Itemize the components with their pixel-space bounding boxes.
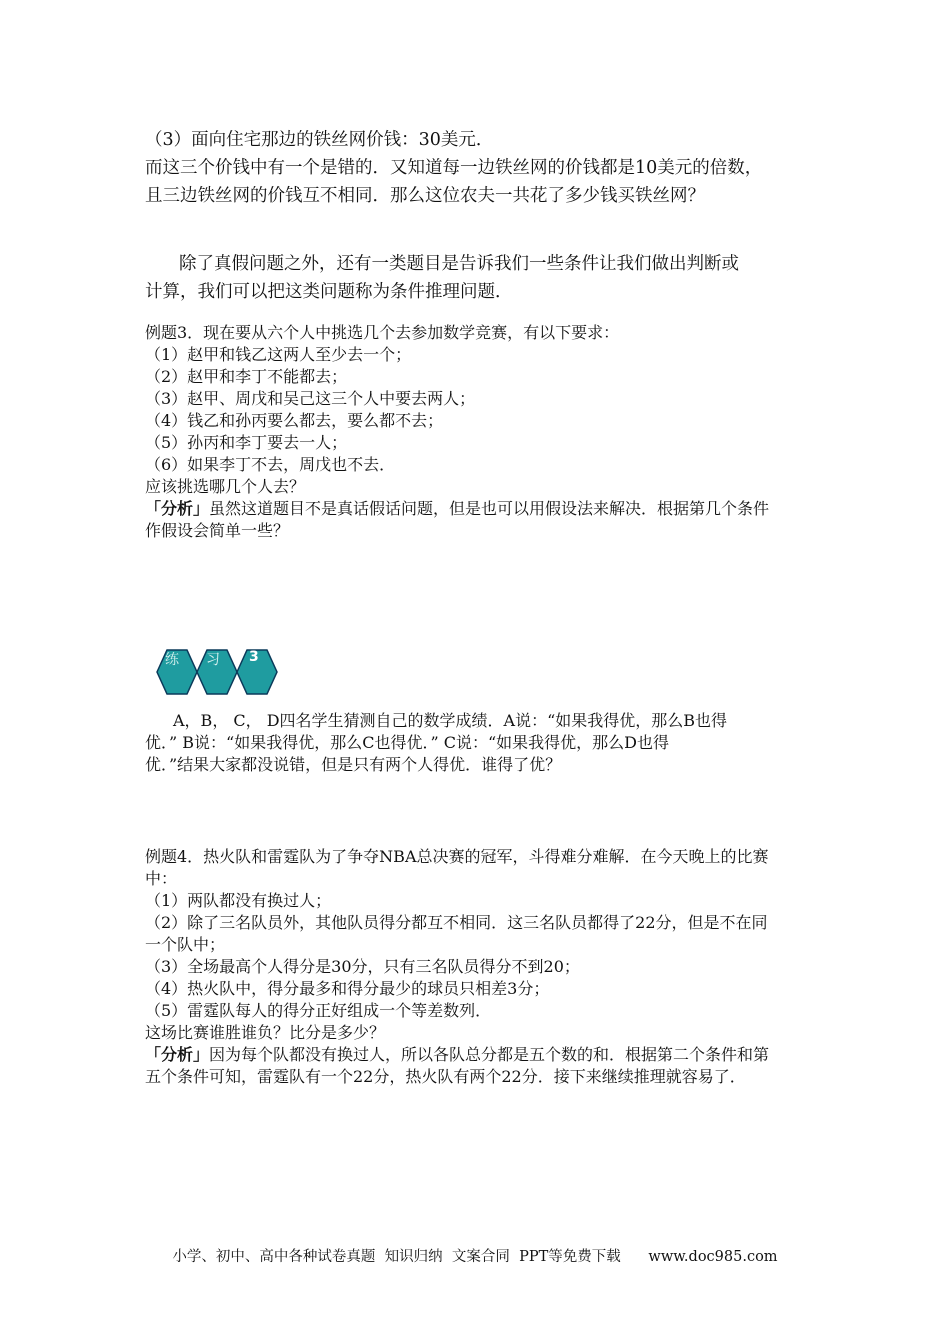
badge-char: 习 [206,652,220,668]
problem-line: 且三边铁丝网的价钱互不相同．那么这位农夫一共花了多少钱买铁丝网？ [145,186,705,206]
example-4-line: 中： [145,869,178,888]
example-3 [145,322,825,542]
practice-3 [145,710,825,776]
example-4 [145,846,825,1088]
intro-line: 除了真假问题之外，还有一类题目是告诉我们一些条件让我们做出判断或 [179,254,739,274]
example-4-analysis-cont: 五个条件可知，雷霆队有一个22分，热火队有两个22分．接下来继续推理就容易了． [145,1067,746,1086]
example-3-analysis-cont: 作假设会简单一些？ [145,521,290,540]
analysis-label: 「分析」 [145,1045,210,1064]
example-3-line: （1）赵甲和钱乙这两人至少去一个； [145,345,412,364]
example-4-analysis [145,1044,825,1066]
example-3-line: （6）如果李丁不去，周戊也不去． [145,455,396,474]
example-4-line: （5）雷霆队每人的得分正好组成一个等差数列． [145,1001,492,1020]
example-3-line: （3）赵甲、周戊和吴己这三个人中要去两人； [145,389,476,408]
example-4-line: （4）热火队中，得分最多和得分最少的球员只相差3分； [145,979,550,998]
example-3-line: 应该挑选哪几个人去？ [145,477,306,496]
analysis-text: 虽然这道题目不是真话假话问题，但是也可以用假设法来解决．根据第几个条件 [209,499,770,518]
example-4-line: 例题4．热火队和雷霆队为了争夺NBA总决赛的冠军，斗得难分难解．在今天晚上的比赛 [145,847,769,866]
badge-char: 3 [249,649,259,665]
problem-line: 而这三个价钱中有一个是错的．又知道每一边铁丝网的价钱都是10美元的倍数， [145,158,763,178]
page-footer: 小学、初中、高中各种试卷真题 知识归纳 文案合同 PPT等免费下载 www.doc985.com [172,1249,778,1265]
intro-paragraph [145,250,825,306]
example-3-line: （4）钱乙和孙丙要么都去，要么都不去； [145,411,444,430]
example-4-line: （3）全场最高个人得分是30分，只有三名队员得分不到20； [145,957,580,976]
example-3-line: 例题3．现在要从六个人中挑选几个去参加数学竞赛，有以下要求： [145,323,620,342]
problem-tail [145,126,825,210]
example-4-line: 这场比赛谁胜谁负？比分是多少？ [145,1023,386,1042]
intro-line: 计算，我们可以把这类问题称为条件推理问题． [145,282,513,302]
example-4-line: （1）两队都没有换过人； [145,891,332,910]
badge-char: 练 [165,652,179,668]
example-3-line: （2）赵甲和李丁不能都去； [145,367,348,386]
practice-3-badge [155,646,285,698]
example-3-analysis [145,498,825,520]
example-4-line: （2）除了三名队员外，其他队员得分都互不相同．这三名队员都得了22分，但是不在同 [145,913,768,932]
practice-line: 优．”结果大家都没说错，但是只有两个人得优．谁得了优？ [145,755,562,774]
analysis-text: 因为每个队都没有换过人，所以各队总分都是五个数的和．根据第二个条件和第 [209,1045,770,1064]
example-4-line: 一个队中； [145,935,226,954]
problem-line: （3）面向住宅那边的铁丝网价钱：30美元． [145,130,494,150]
example-3-line: （5）孙丙和李丁要去一人； [145,433,348,452]
practice-line: A，B， C， D四名学生猜测自己的数学成绩．A说：“如果我得优，那么B也得 [173,711,728,730]
practice-line: 优．” B说：“如果我得优，那么C也得优．” C说：“如果我得优，那么D也得 [145,733,669,752]
analysis-label: 「分析」 [145,499,210,518]
